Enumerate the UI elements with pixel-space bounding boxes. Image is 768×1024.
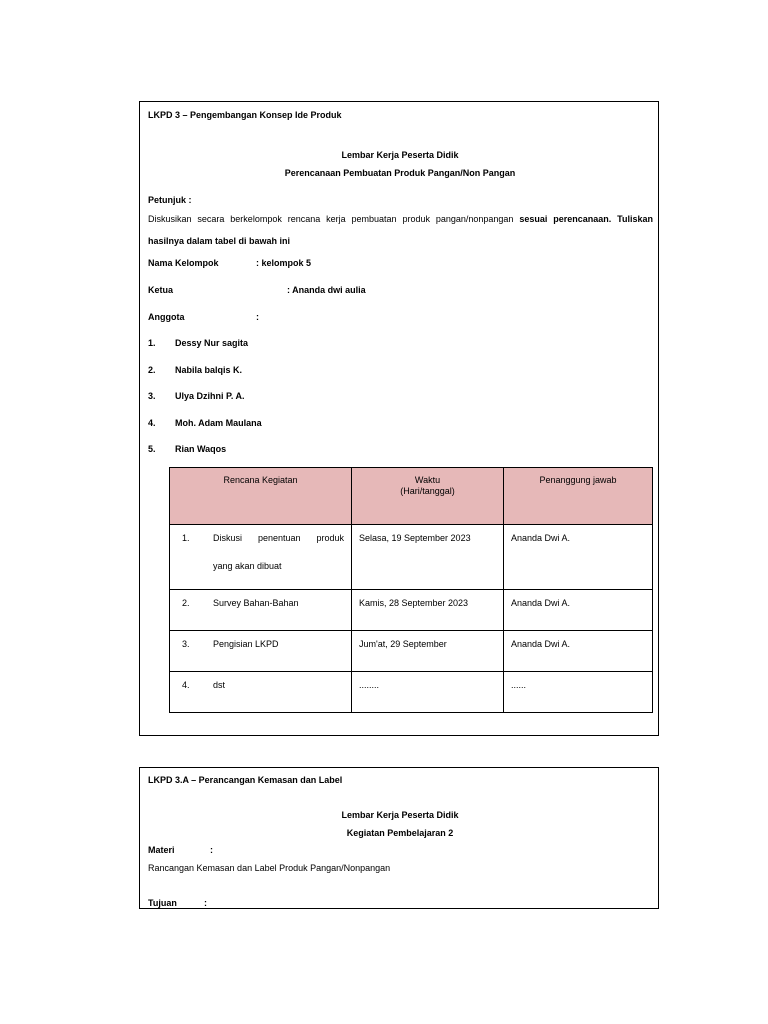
member-number: 3. (148, 391, 156, 401)
time-cell (352, 631, 504, 672)
lkpd3-header: LKPD 3 – Pengembangan Konsep Ide Produk (148, 110, 342, 120)
member-name: Nabila balqis K. (175, 365, 243, 375)
activity-text: Survey Bahan-Bahan (213, 598, 299, 608)
group-label: Nama Kelompok (148, 258, 219, 268)
pic-cell (504, 525, 653, 590)
header-cell (504, 468, 653, 525)
activity-cell (170, 590, 352, 631)
pic-cell (504, 631, 653, 672)
instruction-line-2: hasilnya dalam tabel di bawah ini (148, 236, 291, 246)
pic-value: Ananda Dwi A. (511, 639, 571, 649)
member-number: 5. (148, 444, 156, 454)
petunjuk-label: Petunjuk : (148, 195, 192, 205)
table-header-row (170, 468, 653, 525)
time-value: Kamis, 28 September 2023 (359, 598, 469, 608)
members-label: Anggota (148, 312, 185, 322)
instruction-text: Diskusikan secara berkelompok rencana kerja pembuatan produk pangan/nonpangan (148, 214, 514, 224)
pic-value: ...... (511, 680, 527, 690)
lkpd3a-worksheet (139, 767, 659, 909)
instruction-emphasis: sesuai perencanaan. Tuliskan (519, 214, 653, 224)
member-name: Dessy Nur sagita (175, 338, 249, 348)
row-number: 3. (182, 639, 190, 649)
member-number: 1. (148, 338, 156, 348)
activity-cell (170, 631, 352, 672)
table-row (170, 590, 653, 631)
table-row (170, 525, 653, 590)
group-value: : kelompok 5 (256, 258, 312, 268)
header-cell (352, 468, 504, 525)
leader-label: Ketua (148, 285, 174, 295)
materi-label: Materi (148, 845, 175, 855)
activity-plan-table (169, 467, 653, 713)
time-cell (352, 590, 504, 631)
member-name: Rian Waqos (175, 444, 227, 454)
time-cell (352, 672, 504, 713)
time-value: Jum'at, 29 September (359, 639, 447, 649)
activity-header: Rencana Kegiatan (223, 475, 298, 485)
pic-cell (504, 672, 653, 713)
header-cell (170, 468, 352, 525)
instruction-line-1 (148, 214, 653, 225)
activity-text-continued: yang akan dibuat (213, 561, 282, 571)
pic-header: Penanggung jawab (539, 475, 617, 485)
worksheet-subtitle: Perencanaan Pembuatan Produk Pangan/Non Pangan (284, 168, 516, 178)
table-row (170, 631, 653, 672)
lkpd3a-header: LKPD 3.A – Perancangan Kemasan dan Label (148, 775, 343, 785)
table-row (170, 672, 653, 713)
members-colon: : (256, 312, 259, 322)
activity-text: dst (213, 680, 226, 690)
time-subheader: (Hari/tanggal) (400, 486, 455, 496)
worksheet-title: Lembar Kerja Peserta Didik (341, 810, 459, 820)
worksheet-subtitle: Kegiatan Pembelajaran 2 (346, 828, 454, 838)
lkpd3-worksheet (139, 101, 659, 736)
member-name: Ulya Dzihni P. A. (175, 391, 245, 401)
activity-text: Pengisian LKPD (213, 639, 279, 649)
time-header: Waktu (414, 475, 441, 485)
row-number: 2. (182, 598, 190, 608)
tujuan-label: Tujuan (148, 898, 177, 908)
time-value: ........ (359, 680, 380, 690)
activity-cell (170, 672, 352, 713)
worksheet-title: Lembar Kerja Peserta Didik (341, 150, 459, 160)
member-name: Moh. Adam Maulana (175, 418, 262, 428)
time-value: Selasa, 19 September 2023 (359, 533, 471, 543)
pic-value: Ananda Dwi A. (511, 598, 571, 608)
member-number: 4. (148, 418, 156, 428)
tujuan-colon: : (204, 898, 207, 908)
activity-text: Diskusi penentuan produk (213, 533, 344, 543)
time-cell (352, 525, 504, 590)
leader-value: : Ananda dwi aulia (287, 285, 366, 295)
activity-cell (170, 525, 352, 590)
pic-value: Ananda Dwi A. (511, 533, 571, 543)
row-number: 1. (182, 533, 190, 543)
member-number: 2. (148, 365, 156, 375)
materi-value: Rancangan Kemasan dan Label Produk Pangan/Nonpangan (148, 863, 391, 873)
row-number: 4. (182, 680, 190, 690)
materi-colon: : (210, 845, 213, 855)
pic-cell (504, 590, 653, 631)
